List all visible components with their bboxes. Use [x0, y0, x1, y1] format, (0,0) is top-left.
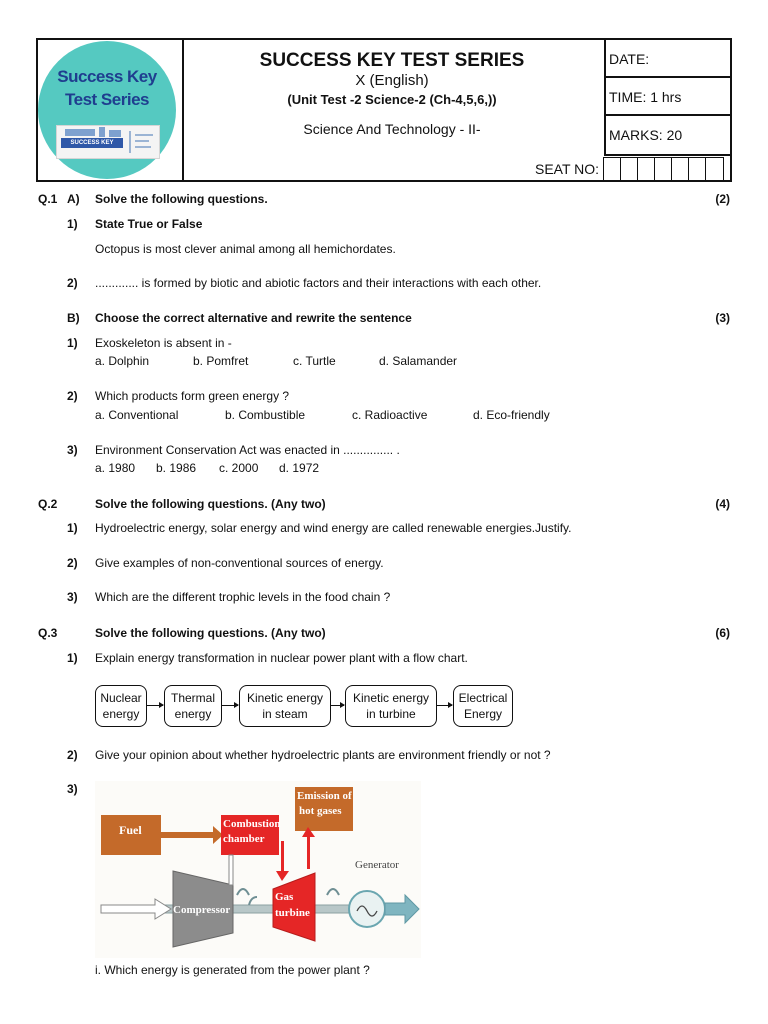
q1a-item1-number: 1) [67, 217, 78, 231]
q1b-item2-option: a. Conventional [95, 408, 179, 422]
logo-card [56, 125, 160, 159]
q2-heading: Solve the following questions. (Any two) [95, 497, 326, 511]
q2-item2-text: Give examples of non-conventional sources of energy. [95, 556, 384, 570]
date-field: DATE: [606, 40, 732, 78]
q3-heading: Solve the following questions. (Any two) [95, 626, 326, 640]
flow-box-line: energy [174, 707, 212, 721]
diagram-fuel-label: Fuel [119, 823, 142, 837]
diagram-chamber-label: chamber [223, 833, 265, 845]
q3-item2-number: 2) [67, 748, 78, 762]
diagram-gas-label: Gas [275, 891, 294, 903]
class-line: X (English) [355, 72, 429, 89]
q3-item3-number: 3) [67, 782, 78, 796]
flow-box-line: in turbine [366, 707, 416, 721]
q1b-item2-number: 2) [67, 389, 78, 403]
flow-arrow [147, 705, 163, 706]
q1b-item3-text: Environment Conservation Act was enacted in ............... . [95, 443, 400, 457]
logo-line1: Success Key [57, 67, 157, 86]
flow-box-line: Kinetic energy [352, 691, 430, 705]
q2-item3-text: Which are the different trophic levels in the food chain ? [95, 590, 391, 604]
q1b-item2-text: Which products form green energy ? [95, 389, 290, 403]
flow-arrow [331, 705, 344, 706]
q2-item1-text: Hydroelectric energy, solar energy and wind energy are called renewable energies.Justify. [95, 521, 572, 535]
gas-turbine-diagram [95, 781, 421, 958]
logo-card-label: SUCCESS KEY [61, 138, 123, 148]
q1-part-a-marks: (2) [715, 192, 730, 206]
q3-item2-text: Give your opinion about whether hydroelectric plants are environment friendly or not ? [95, 748, 551, 762]
q1-part-a-heading: Solve the following questions. [95, 192, 268, 206]
q1b-item1-option: c. Turtle [293, 354, 336, 368]
marks-field: MARKS: 20 [606, 116, 732, 156]
q1b-item2-option: d. Eco-friendly [473, 408, 550, 422]
flow-box-line: energy [102, 707, 140, 721]
flow-box-line: Thermal [170, 691, 215, 705]
q1b-item1-text: Exoskeleton is absent in - [95, 336, 232, 350]
q3-marks: (6) [715, 626, 730, 640]
flow-box-line: Nuclear [100, 691, 142, 705]
q1b-item3-option: a. 1980 [95, 461, 136, 475]
q3-number: Q.3 [38, 626, 58, 640]
q1-part-b-marks: (3) [715, 311, 730, 325]
q1b-item2-option: c. Radioactive [352, 408, 428, 422]
q1-part-b-label: B) [67, 311, 80, 325]
flow-box-turbine [345, 685, 437, 727]
q1b-item1-option: d. Salamander [379, 354, 458, 368]
flow-arrow [222, 705, 238, 706]
q3-item3-text: i. Which energy is generated from the power plant ? [95, 963, 370, 977]
q2-marks: (4) [715, 497, 730, 511]
seat-label: SEAT NO: [535, 161, 600, 177]
flow-box-thermal [164, 685, 222, 727]
info-cells [604, 40, 732, 156]
page-title: SUCCESS KEY TEST SERIES [259, 50, 525, 71]
q3-item1-text: Explain energy transformation in nuclear power plant with a flow chart. [95, 651, 468, 665]
q3-item1-number: 1) [67, 651, 78, 665]
flow-box-line: Kinetic energy [246, 691, 324, 705]
q1a-item2-text: ............. is formed by biotic and abiotic factors and their interactions with each other. [95, 276, 542, 290]
q1b-item3-option: c. 2000 [219, 461, 259, 475]
flow-box-line: Electrical [458, 691, 508, 705]
flow-box-nuclear [95, 685, 147, 727]
q1a-item1-title: State True or False [95, 217, 203, 231]
diagram-combustion-label: Combustion [223, 818, 281, 830]
unit-line: (Unit Test -2 Science-2 (Ch-4,5,6,)) [287, 92, 497, 107]
q1b-item3-option: b. 1986 [156, 461, 197, 475]
q1a-item1-text: Octopus is most clever animal among all hemichordates. [95, 242, 396, 256]
diagram-turbine-label: turbine [275, 907, 310, 919]
diagram-emission-label: Emission of [297, 790, 352, 802]
q2-item3-number: 3) [67, 590, 78, 604]
flow-box-steam [239, 685, 331, 727]
q1b-item1-option: a. Dolphin [95, 354, 150, 368]
flow-arrow [437, 705, 452, 706]
subject-line: Science And Technology - II- [303, 121, 481, 137]
time-field: TIME: 1 hrs [606, 78, 732, 116]
diagram-compressor-label: Compressor [173, 904, 231, 916]
q1-part-a-label: A) [67, 192, 80, 206]
q1-part-b-heading: Choose the correct alternative and rewrite the sentence [95, 311, 412, 325]
q1b-item2-option: b. Combustible [225, 408, 306, 422]
q1-number: Q.1 [38, 192, 58, 206]
q1b-item3-number: 3) [67, 443, 78, 457]
q2-item1-number: 1) [67, 521, 78, 535]
q1b-item1-number: 1) [67, 336, 78, 350]
q1b-item3-option: d. 1972 [279, 461, 320, 475]
q1a-item2-number: 2) [67, 276, 78, 290]
flow-box-electrical [453, 685, 513, 727]
q1b-item1-option: b. Pomfret [193, 354, 249, 368]
q2-number: Q.2 [38, 497, 58, 511]
seat-number-boxes [603, 157, 724, 181]
q2-item2-number: 2) [67, 556, 78, 570]
diagram-hot-gases-label: hot gases [299, 805, 342, 817]
logo-line2: Test Series [65, 90, 149, 109]
diagram-generator-label: Generator [355, 859, 399, 871]
flow-box-line: in steam [262, 707, 308, 721]
flow-box-line: Energy [463, 707, 503, 721]
